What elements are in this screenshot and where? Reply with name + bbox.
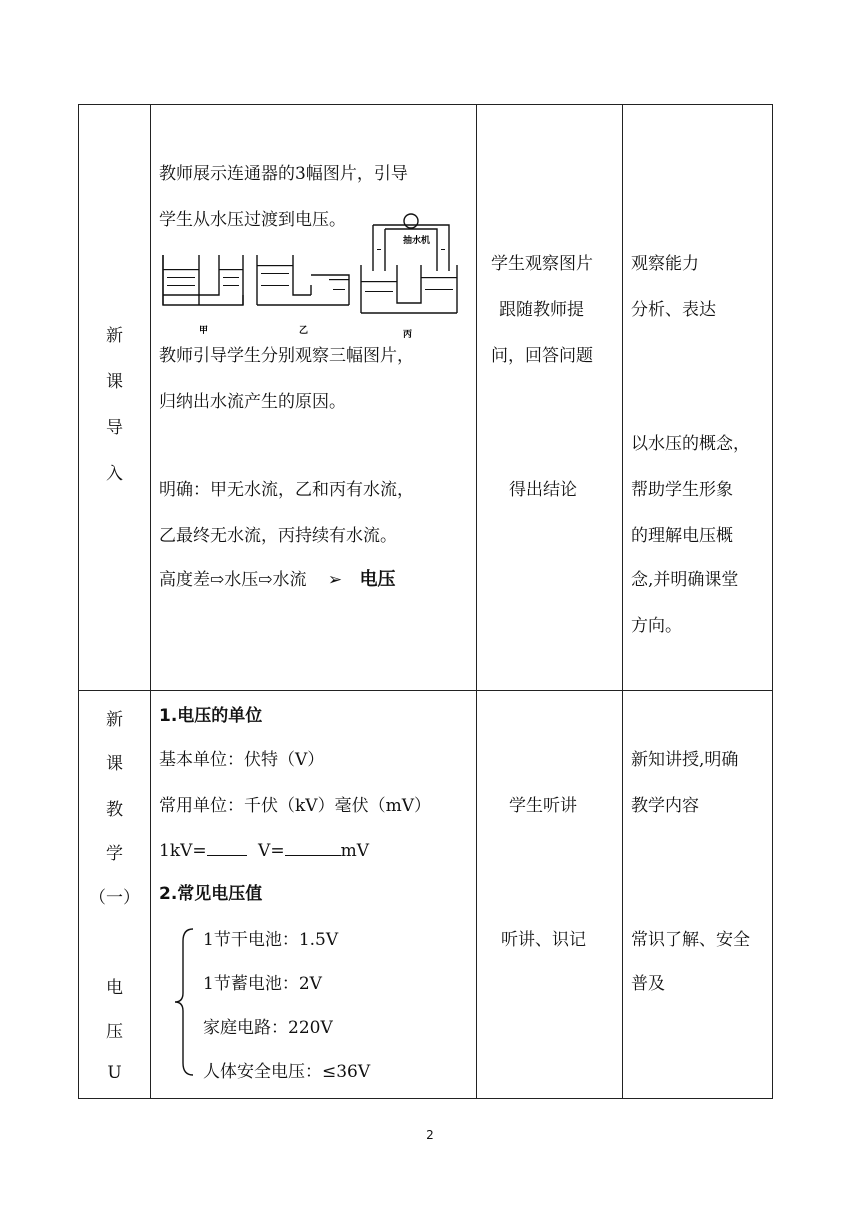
table-row — [79, 691, 773, 1099]
voltage-value: 人体安全电压：≤36V — [203, 1062, 371, 1082]
voltage-value: 家庭电路：220V — [203, 1018, 333, 1038]
teacher-text: 常用单位：千伏（kV）毫伏（mV） — [159, 796, 431, 816]
teacher-text: 明确：甲无水流，乙和丙有水流， — [159, 480, 414, 500]
flow-line — [159, 569, 396, 591]
teacher-text: 乙最终无水流，丙持续有水流。 — [159, 526, 397, 546]
section-heading: 2.常见电压值 — [159, 884, 263, 904]
design-intent-cell — [623, 691, 773, 1099]
intent-text: 普及 — [631, 974, 665, 994]
stage-cell — [79, 105, 151, 691]
teacher-text: 教师引导学生分别观察三幅图片， — [159, 346, 414, 366]
stage-cell — [79, 691, 151, 1099]
student-text: 学生观察图片 — [491, 254, 593, 274]
intent-text: 常识了解、安全 — [631, 930, 750, 950]
design-intent-cell — [623, 105, 773, 691]
stage-char: （一） — [89, 888, 140, 908]
conversion-text: mV — [340, 841, 369, 861]
stage-char: 课 — [106, 372, 123, 392]
answer-blank[interactable] — [207, 839, 247, 856]
pump-label: 抽水机 — [403, 236, 431, 246]
intent-text: 帮助学生形象 — [631, 480, 733, 500]
stage-char: 学 — [106, 844, 123, 864]
conversion-line — [159, 839, 369, 862]
stage-char: 压 — [106, 1022, 123, 1042]
student-text: 跟随教师提 — [499, 300, 584, 320]
stage-char: 新 — [106, 710, 123, 730]
student-text: 得出结论 — [509, 480, 577, 500]
intent-text: 以水压的概念， — [631, 434, 750, 454]
student-activity-cell — [477, 691, 623, 1099]
student-activity-cell — [477, 105, 623, 691]
stage-char: 教 — [106, 800, 123, 820]
stage-char: U — [107, 1063, 122, 1083]
figure-label: 乙 — [299, 326, 309, 336]
figure-label: 丙 — [403, 330, 413, 339]
voltage-value: 1节蓄电池：2V — [203, 974, 322, 994]
lesson-plan-table — [78, 104, 773, 1099]
flow-result: 电压 — [359, 569, 396, 590]
stage-char: 入 — [106, 464, 123, 484]
intent-text: 教学内容 — [631, 796, 699, 816]
student-text: 问，回答问题 — [491, 346, 593, 366]
intent-text: 分析、表达 — [631, 300, 716, 320]
intent-text: 方向。 — [631, 616, 682, 636]
teacher-text: 学生从水压过渡到电压。 — [159, 210, 346, 230]
answer-blank[interactable] — [285, 839, 341, 856]
arrow-icon: ➢ — [327, 570, 343, 590]
stage-char: 课 — [106, 754, 123, 774]
intent-text: 新知讲授,明确 — [631, 750, 739, 770]
flow-text: 高度差⇨水压⇨水流 — [159, 570, 307, 590]
student-text: 听讲、识记 — [501, 930, 586, 950]
teacher-activity-cell — [151, 691, 477, 1099]
intent-text: 观察能力 — [631, 254, 699, 274]
intent-text: 念,并明确课堂 — [631, 570, 739, 590]
figure-label: 甲 — [199, 326, 209, 336]
table-row — [79, 105, 773, 691]
teacher-text: 基本单位：伏特（V） — [159, 750, 325, 770]
brace-icon — [173, 927, 197, 1077]
section-heading: 1.电压的单位 — [159, 706, 263, 726]
teacher-activity-cell — [151, 105, 477, 691]
conversion-text: 1kV= — [159, 841, 207, 861]
stage-char: 新 — [106, 326, 123, 346]
stage-char: 导 — [106, 418, 123, 438]
connected-vessels-figure — [159, 209, 471, 339]
conversion-text: V= — [258, 841, 285, 861]
teacher-text: 教师展示连通器的3幅图片，引导 — [159, 164, 408, 184]
page-number: 2 — [426, 1128, 434, 1142]
teacher-text: 归纳出水流产生的原因。 — [159, 392, 346, 412]
student-text: 学生听讲 — [509, 796, 577, 816]
intent-text: 的理解电压概 — [631, 526, 733, 546]
stage-char: 电 — [106, 978, 123, 998]
voltage-value: 1节干电池：1.5V — [203, 930, 339, 950]
